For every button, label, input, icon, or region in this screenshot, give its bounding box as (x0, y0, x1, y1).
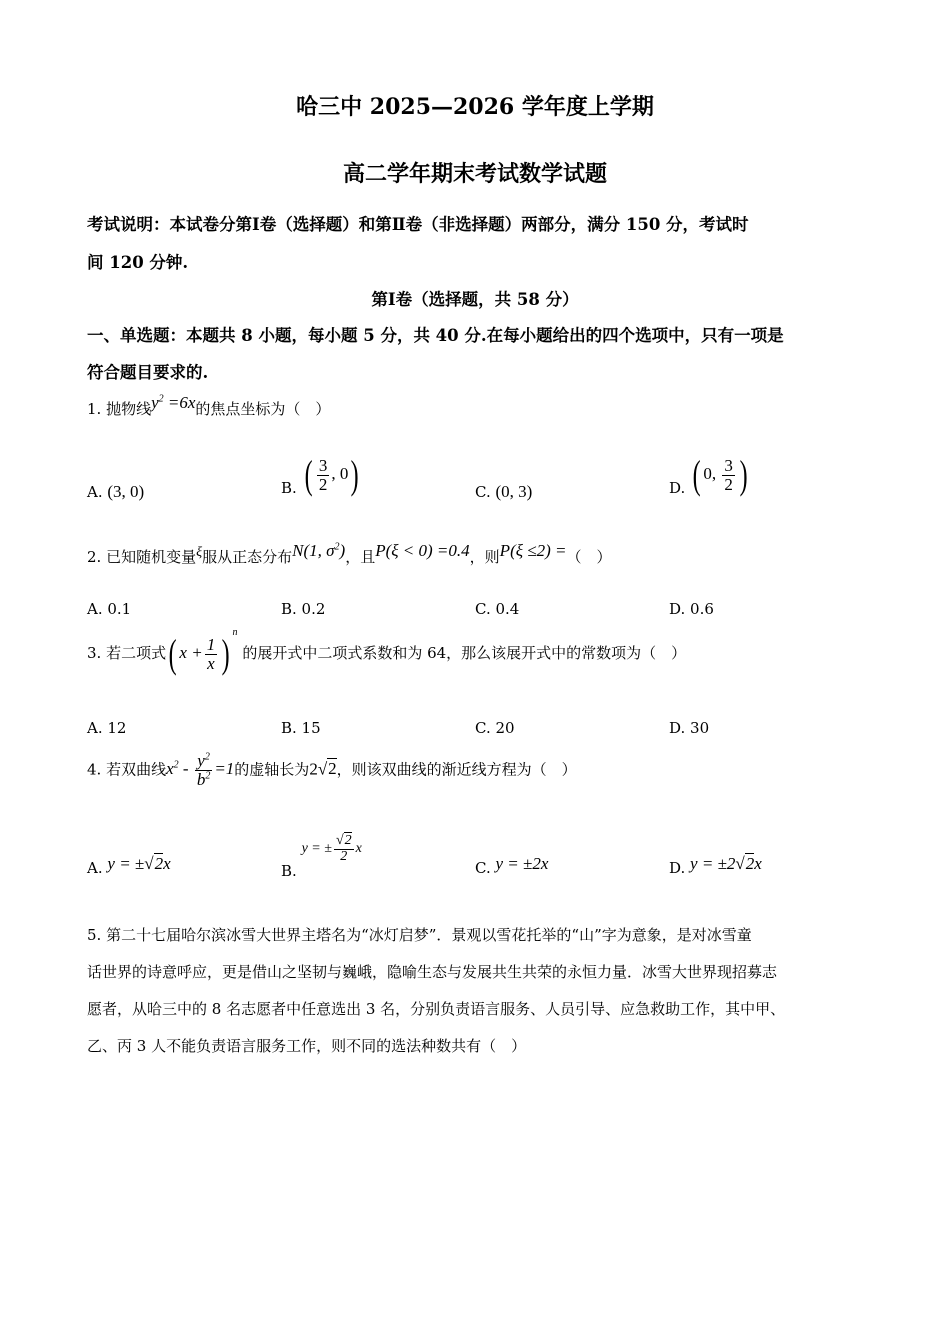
q2-option-a[interactable]: A. 0.1 (87, 600, 132, 618)
q1-formula: $y^2 =6x$ (151, 393, 196, 412)
question-5-line2: 话世界的诗意呼应，更是借山之坚韧与巍峨，隐喻生态与发展共生共荣的永恒力量．冰雪大世界现招募志 (87, 963, 778, 981)
q4-hyperbola: $x^2$ - $\frac{y^2}{b^2}$ =1 (166, 751, 235, 789)
q3-option-c[interactable]: C. 20 (475, 719, 515, 737)
question-5-line4: 乙、丙 3 人不能负责语言服务工作，则不同的选法种数共有（ ） (87, 1037, 527, 1055)
q1-option-c-formula: (0, 3) (495, 482, 533, 501)
q2-mid3: ，则 (469, 548, 500, 566)
q4-option-a-label: A. (87, 859, 103, 877)
q4-option-d[interactable] (669, 854, 762, 878)
q3-option-d[interactable]: D. 30 (669, 719, 710, 737)
q1-option-b-formula: ( $\frac{3}{2}$ , 0) (304, 452, 360, 497)
q1-option-d-label: D. (669, 478, 686, 497)
q4-axis-length: 2√2 (309, 759, 337, 779)
q4-option-b-formula: y = ± $\frac{√2}{2}$ x (301, 833, 362, 864)
page-subtitle: 高二学年期末考试数学试题 (342, 161, 607, 187)
question-4 (87, 752, 577, 789)
q1-option-d[interactable] (669, 452, 750, 497)
q2-option-c[interactable]: C. 0.4 (475, 600, 520, 618)
instructions-line1: 考试说明：本试卷分第Ⅰ卷（选择题）和第Ⅱ卷（非选择题）两部分，满分 150 分，考试时 (87, 215, 749, 234)
q4-option-d-label: D. (669, 859, 686, 877)
q4-mid1: 的虚轴长为 (234, 760, 310, 779)
page-title: 哈三中 2025—2026 学年度上学期 (296, 94, 654, 120)
q4-option-d-formula: y = ±2√2x (690, 854, 762, 873)
section-intro-line1: 一、单选题：本题共 8 小题，每小题 5 分，共 40 分.在每小题给出的四个选项中，只有一项是 (87, 326, 784, 345)
question-1 (87, 393, 331, 419)
q1-option-c-label: C. (475, 483, 491, 501)
q1-option-b-label: B. (281, 478, 297, 497)
q2-prefix: 2. 已知随机变量 (87, 548, 197, 566)
q4-suffix: ，则该双曲线的渐近线方程为（ ） (336, 760, 577, 779)
instructions-line2: 间 120 分钟. (87, 253, 189, 272)
question-5-line3: 愿者，从哈三中的 8 名志愿者中任意选出 3 名，分别负责语言服务、人员引导、应急救助工作，其中甲、 (87, 1000, 786, 1018)
q1-option-b[interactable] (281, 452, 362, 497)
question-3 (87, 627, 687, 676)
q3-suffix: 的展开式中二项式系数和为 64，那么该展开式中的常数项为（ ） (242, 643, 687, 662)
q2-prob2: P(ξ ≤2) = (499, 541, 567, 560)
q2-prob1: P(ξ < 0) =0.4 (375, 541, 470, 560)
q1-prefix: 1. 抛物线 (87, 400, 152, 418)
q2-mid1: 服从正态分布 (202, 548, 293, 566)
q2-mid2: ，且 (345, 548, 376, 566)
q3-prefix: 3. 若二项式 (87, 643, 167, 662)
question-5-line1: 5. 第二十七届哈尔滨冰雪大世界主塔名为“冰灯启梦”．景观以雪花托举的“山”字为意象，是对冰雪童 (87, 926, 752, 944)
q1-option-a[interactable] (87, 482, 144, 502)
q2-normal: N(1, $\sigma^2$) (292, 541, 346, 560)
q4-option-c-label: C. (475, 859, 491, 877)
q1-option-a-label: A. (87, 483, 103, 501)
q4-option-b[interactable] (281, 833, 362, 881)
q4-option-c-formula: y = ±2x (495, 854, 549, 873)
q4-option-c[interactable] (475, 854, 549, 878)
question-2 (87, 541, 612, 567)
q4-option-a[interactable] (87, 854, 171, 878)
q3-formula: ( x + $\frac{1}{x}$ ) $^n$ (168, 627, 238, 676)
section-intro-line2: 符合题目要求的. (87, 363, 209, 382)
q4-option-a-formula: y = ±√2x (107, 854, 171, 873)
q4-option-b-label: B. (281, 862, 297, 881)
q3-option-b[interactable]: B. 15 (281, 719, 321, 737)
section-heading: 第Ⅰ卷（选择题，共 58 分） (371, 290, 579, 309)
q2-option-b[interactable]: B. 0.2 (281, 600, 326, 618)
q1-option-a-formula: (3, 0) (107, 482, 145, 501)
q2-option-d[interactable]: D. 0.6 (669, 600, 714, 618)
q3-option-a[interactable]: A. 12 (87, 719, 127, 737)
q1-suffix: 的焦点坐标为（ ） (195, 400, 331, 418)
q2-suffix: （ ） (566, 548, 612, 566)
q1-option-d-formula: ( 0, $\frac{3}{2}$ ) (692, 452, 748, 497)
q4-prefix: 4. 若双曲线 (87, 760, 167, 779)
q2-xi: ξ (196, 545, 203, 560)
q1-option-c[interactable] (475, 482, 532, 502)
